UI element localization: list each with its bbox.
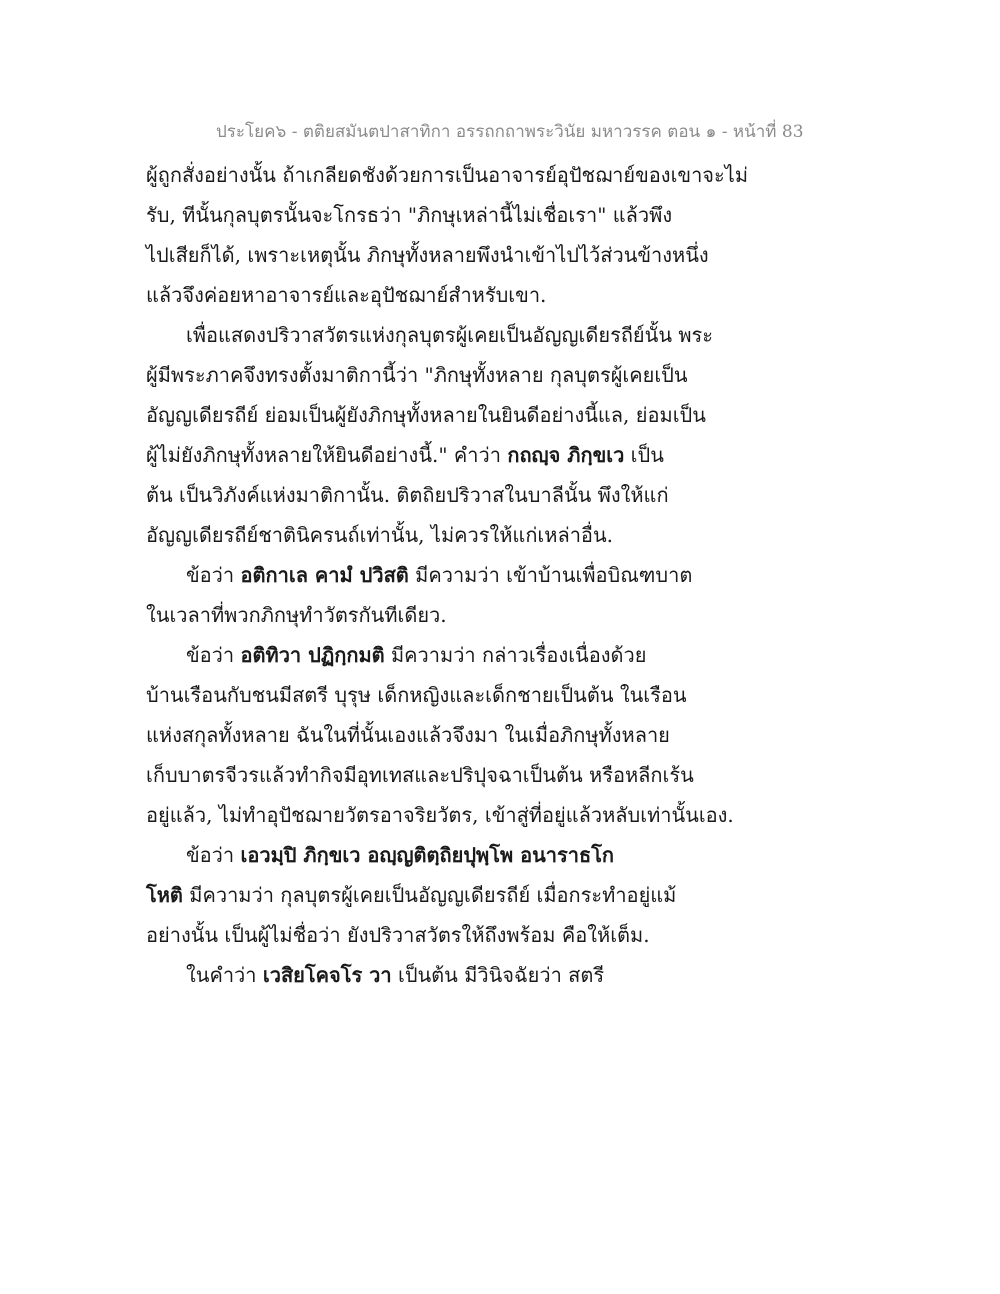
pali-term: เอวมฺปิ ภิกฺขเว อญฺญติตฺถิยปุพฺโพ อนาราธโก xyxy=(240,843,615,867)
text-segment: ต้น เป็นวิภังค์แห่งมาติกานั้น. ติตถิยปริวาสในบาลีนั้น พึงให้แก่ xyxy=(146,483,669,507)
text-segment: มีความว่า กุลบุตรผู้เคยเป็นอัญญเดียรถีย์ เมื่อกระทำอยู่แม้ xyxy=(182,883,677,907)
text-segment: เก็บบาตรจีวรแล้วทำกิจมีอุทเทสและปริปุจฉาเป็นต้น หรือหลีกเร้น xyxy=(146,763,694,787)
text-segment: มีความว่า กล่าวเรื่องเนื่องด้วย xyxy=(384,643,647,667)
text-segment: เป็นต้น มีวินิจฉัยว่า สตรี xyxy=(391,963,605,987)
text-segment: อย่างนั้น เป็นผู้ไม่ชื่อว่า ยังปริวาสวัตรให้ถึงพร้อม คือให้เต็ม. xyxy=(146,923,650,947)
text-segment: อยู่แล้ว, ไม่ทำอุปัชฌายวัตรอาจริยวัตร, เข้าสู่ที่อยู่แล้วหลับเท่านั้นเอง. xyxy=(146,803,734,827)
text-line xyxy=(146,755,726,795)
text-line xyxy=(146,435,726,475)
document-body xyxy=(146,155,749,995)
text-line xyxy=(146,875,726,915)
text-segment: บ้านเรือนกับชนมีสตรี บุรุษ เด็กหญิงและเด็กชายเป็นต้น ในเรือน xyxy=(146,683,687,707)
text-line xyxy=(146,475,726,515)
text-line xyxy=(146,555,726,595)
text-line xyxy=(146,675,726,715)
text-segment: ข้อว่า xyxy=(186,843,241,867)
text-line xyxy=(146,835,726,875)
text-line xyxy=(146,355,726,395)
text-line xyxy=(146,635,726,675)
pali-term: กถญฺจ ภิกฺขเว xyxy=(507,443,625,467)
text-segment: มีความว่า เข้าบ้านเพื่อบิณฑบาต xyxy=(408,563,693,587)
text-line xyxy=(146,315,726,355)
pali-term: อติกาเล คามํ ปวิสติ xyxy=(240,563,409,587)
page-header: ประโยค๖ - ตติยสมันตปาสาทิกา อรรถกถาพระวินัย มหาวรรค ตอน ๑ - หน้าที่ 83 xyxy=(216,122,804,142)
text-segment: ไปเสียก็ได้, เพราะเหตุนั้น ภิกษุทั้งหลายพึงนำเข้าไปไว้ส่วนข้างหนึ่ง xyxy=(146,243,709,267)
text-segment: ข้อว่า xyxy=(186,643,241,667)
text-segment: อัญญเดียรถีย์ ย่อมเป็นผู้ยังภิกษุทั้งหลายในยินดีอย่างนี้แล, ย่อมเป็น xyxy=(146,403,706,427)
text-line xyxy=(146,195,726,235)
text-segment: แล้วจึงค่อยหาอาจารย์และอุปัชฌาย์สำหรับเขา. xyxy=(146,283,547,307)
text-segment: เพื่อแสดงปริวาสวัตรแห่งกุลบุตรผู้เคยเป็นอัญญเดียรถีย์นั้น พระ xyxy=(186,323,714,347)
text-line xyxy=(146,515,726,555)
text-line xyxy=(146,275,726,315)
pali-term: เวสิยโคจโร วา xyxy=(262,963,392,987)
text-segment: อัญญเดียรถีย์ชาตินิครนถ์เท่านั้น, ไม่ควรให้แก่เหล่าอื่น. xyxy=(146,523,613,547)
pali-term: โหติ xyxy=(146,883,183,907)
text-segment: ข้อว่า xyxy=(186,563,241,587)
text-line xyxy=(146,955,726,995)
text-line xyxy=(146,915,726,955)
text-line xyxy=(146,795,734,835)
text-line xyxy=(146,235,726,275)
pali-term: อติทิวา ปฏิกฺกมติ xyxy=(240,643,385,667)
text-segment: ผู้ถูกสั่งอย่างนั้น ถ้าเกลียดชังด้วยการเป็นอาจารย์อุปัชฌาย์ของเขาจะไม่ xyxy=(146,163,749,187)
text-line xyxy=(146,595,726,635)
text-segment: ผู้มีพระภาคจึงทรงตั้งมาติกานี้ว่า "ภิกษุทั้งหลาย กุลบุตรผู้เคยเป็น xyxy=(146,363,688,387)
text-line xyxy=(146,155,749,195)
text-line xyxy=(146,715,726,755)
text-segment: ผู้ไม่ยังภิกษุทั้งหลายให้ยินดีอย่างนี้." คำว่า xyxy=(146,443,508,467)
text-line xyxy=(146,395,726,435)
text-segment: ในคำว่า xyxy=(186,963,263,987)
text-segment: เป็น xyxy=(624,443,664,467)
text-segment: แห่งสกุลทั้งหลาย ฉันในที่นั้นเองแล้วจึงมา ในเมื่อภิกษุทั้งหลาย xyxy=(146,723,670,747)
text-segment: ในเวลาที่พวกภิกษุทำวัตรกันทีเดียว. xyxy=(146,603,447,627)
text-segment: รับ, ทีนั้นกุลบุตรนั้นจะโกรธว่า "ภิกษุเหล่านี้ไม่เชื่อเรา" แล้วพึง xyxy=(146,203,673,227)
